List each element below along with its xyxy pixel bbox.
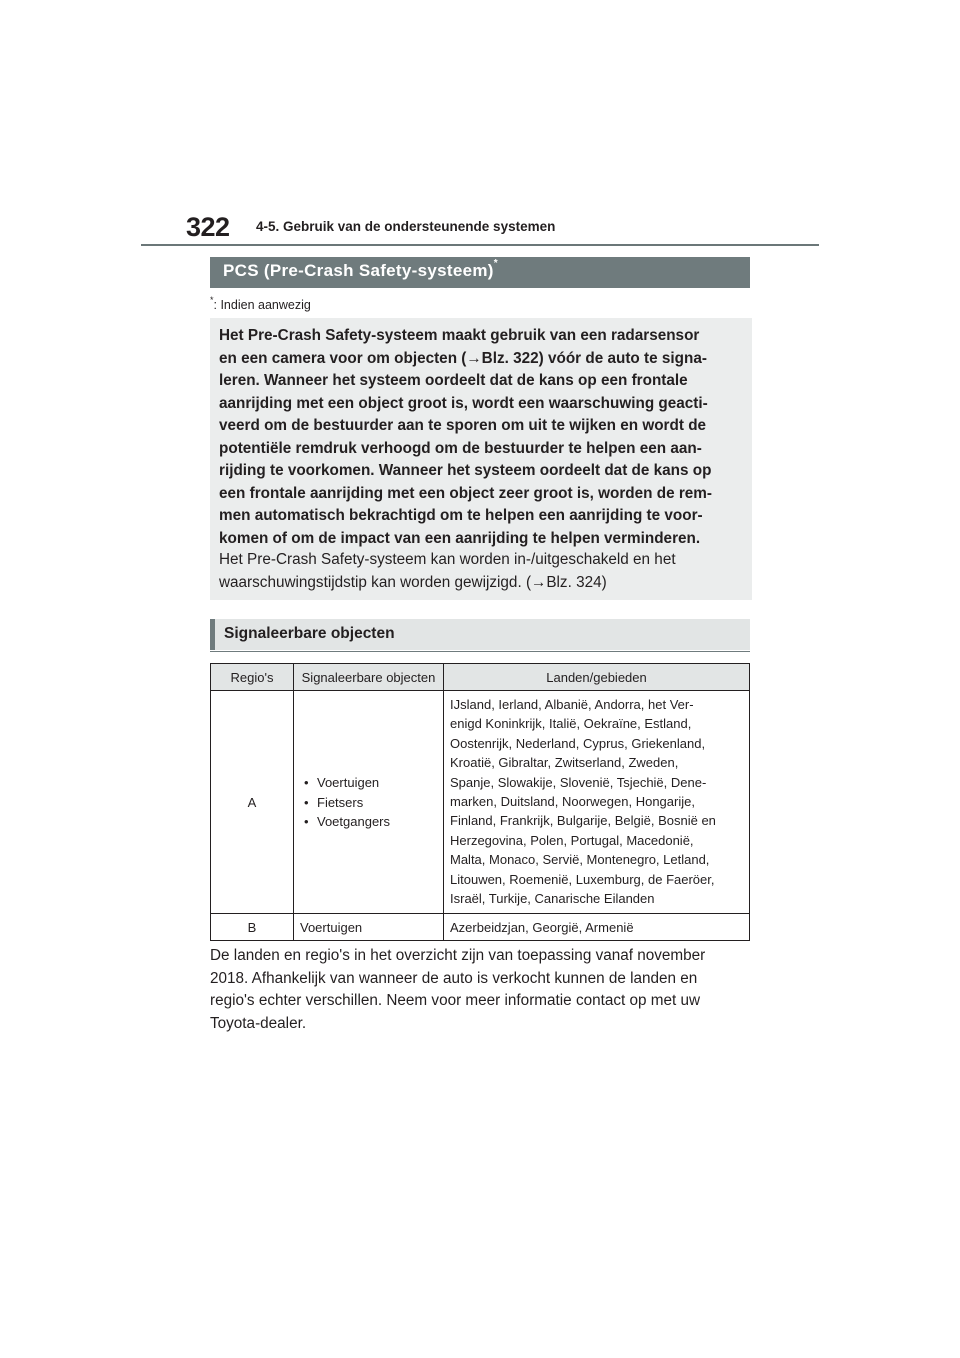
section-title: PCS (Pre-Crash Safety-systeem)* [223, 258, 498, 280]
countries-line: Oostenrijk, Nederland, Cyprus, Griekenland, [450, 735, 706, 751]
countries-line: Litouwen, Roemenië, Luxemburg, de Faeröer, [450, 871, 715, 887]
countries-cell: Azerbeidzjan, Georgië, Armenië [444, 914, 750, 941]
section-heading: 4-5. Gebruik van de ondersteunende systemen [256, 219, 556, 234]
regions-table [210, 663, 750, 941]
countries-line: Malta, Monaco, Servië, Montenegro, Letland, [450, 852, 710, 868]
subsection-heading [210, 619, 750, 650]
closing-paragraph: De landen en regio's in het overzicht zijn van toepassing vanaf november 2018. Afhankelijk van wanneer de auto is verkocht kunnen de landen en regio's echter verschillen. Neem voor meer informatie contact op met uw Toyota-dealer. [210, 947, 706, 1032]
countries-cell [444, 691, 750, 914]
list-item: • Voetgangers [304, 812, 439, 831]
countries-line: Kroatië, Gibraltar, Zwitserland, Zweden, [450, 755, 679, 771]
column-header-countries: Landen/gebieden [444, 664, 750, 691]
footnote-marker: * [493, 258, 498, 269]
subsection-title: Signaleerbare objecten [224, 625, 395, 642]
countries-line: Spanje, Slowakije, Slovenië, Tsjechië, Dene- [450, 774, 707, 790]
countries-line: Herzegovina, Polen, Portugal, Macedonië, [450, 832, 694, 848]
intro-box [210, 318, 752, 600]
heading-accent-bar [210, 619, 215, 650]
countries-line: enigd Koninkrijk, Italië, Oekraïne, Estland, [450, 716, 692, 732]
table-row [211, 914, 750, 941]
region-cell: A [211, 691, 294, 914]
region-cell: B [211, 914, 294, 941]
list-item: • Voertuigen [304, 773, 439, 792]
countries-line: marken, Duitsland, Noorwegen, Hongarije, [450, 794, 695, 810]
countries-line: Finland, Frankrijk, Bulgarije, België, Bosnië en [450, 813, 716, 829]
column-header-region: Regio's [211, 664, 294, 691]
section-title-bar [210, 257, 750, 288]
countries-line: IJsland, Ierland, Albanië, Andorra, het Ver- [450, 697, 694, 712]
table-header-row [211, 664, 750, 691]
objects-cell [294, 691, 444, 914]
header-divider [141, 244, 819, 246]
objects-cell: Voertuigen [294, 914, 444, 941]
footnote: *: Indien aanwezig [210, 295, 311, 312]
intro-paragraph: Het Pre-Crash Safety-systeem kan worden in-/uitgeschakeld en het waarschuwingstijdstip kan worden gewijzigd. (→Blz. 324) [219, 551, 676, 591]
page-number: 322 [186, 212, 230, 242]
intro-bold-paragraph: Het Pre-Crash Safety-systeem maakt gebruik van een radarsensor en een camera voor om objecten (→Blz. 322) vóór de auto te signa- leren. Wanneer het systeem oordeelt dat de kans op een frontale aanrijding met een object groot is, wordt een waarschuwing geacti- veerd om de bestuurder aan te sporen om uit te wijken en wordt de potentiële remdruk verhoogd om de bestuurder te helpen een aan- rijding te voorkomen. Wanneer het systeem oordeelt dat de kans op een frontale aanrijding met een object zeer groot is, worden de rem- men automatisch bekrachtigd om te helpen een aanrijding te voor- komen of om de impact van een aanrijding te helpen verminderen. [219, 327, 713, 547]
column-header-objects: Signaleerbare objecten [294, 664, 444, 691]
objects-list [304, 773, 439, 831]
list-item: • Fietsers [304, 793, 439, 812]
countries-line: Israël, Turkije, Canarische Eilanden [450, 891, 655, 907]
subsection-divider [210, 651, 750, 652]
table-row [211, 691, 750, 914]
